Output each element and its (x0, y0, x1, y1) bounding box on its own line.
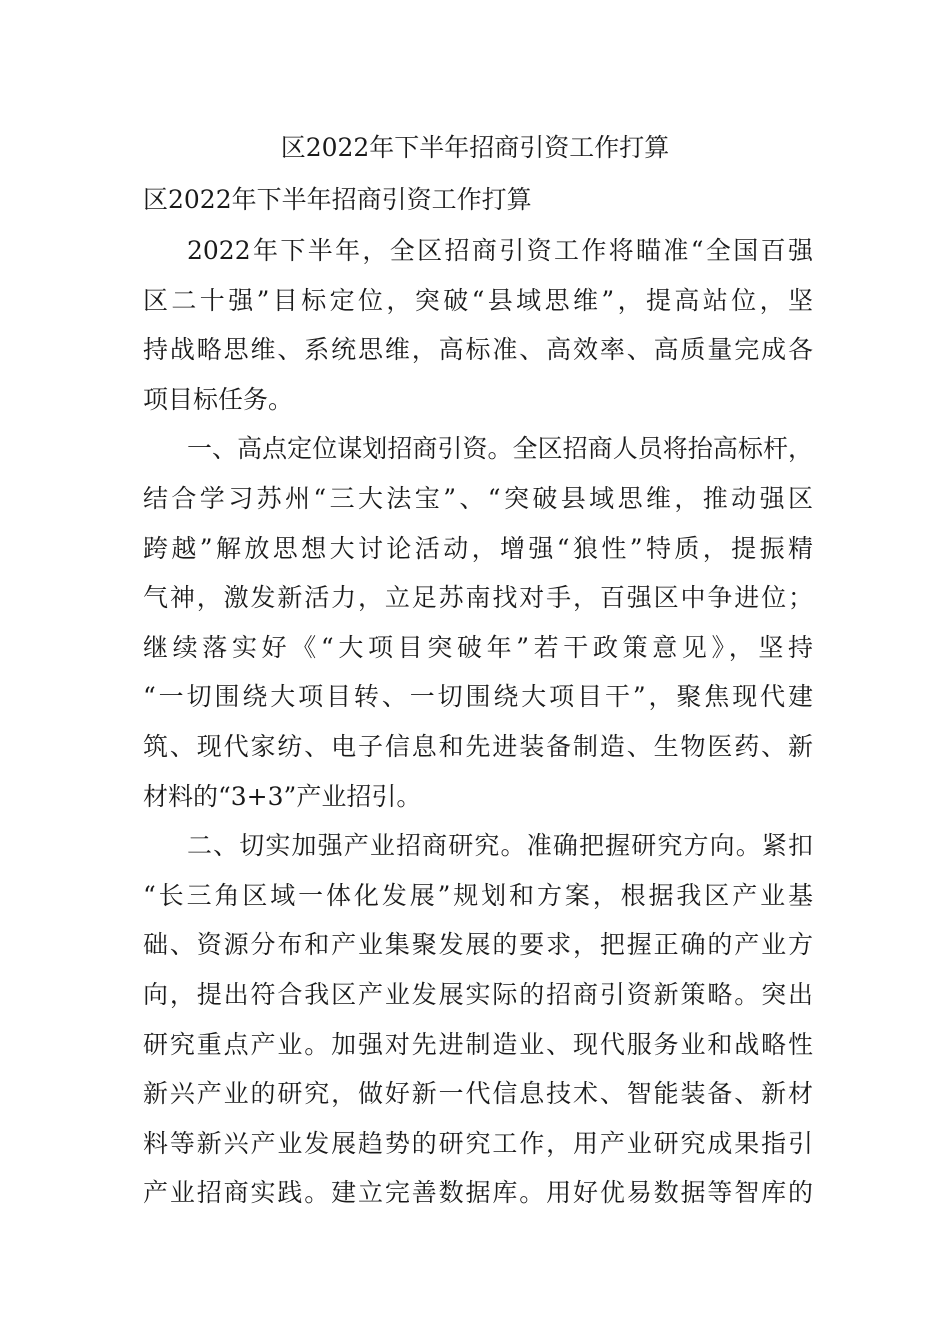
paragraph-line: 二、切实加强产业招商研究。准确把握研究方向。紧扣 (187, 831, 813, 861)
document-subtitle: 区2022年下半年招商引资工作打算 (143, 185, 532, 214)
paragraph-line: 础、资源分布和产业集聚发展的要求，把握正确的产业方 (143, 930, 813, 960)
paragraph-line: “一切围绕大项目转、一切围绕大项目干”，聚焦现代建 (143, 682, 813, 712)
paragraph-line: 筑、现代家纺、电子信息和先进装备制造、生物医药、新 (143, 731, 813, 761)
paragraph-line: 材料的“3+3”产业招引。 (143, 781, 422, 811)
paragraph-line: 研究重点产业。加强对先进制造业、现代服务业和战略性 (143, 1029, 813, 1059)
paragraph-line: 区二十强”目标定位，突破“县域思维”，提高站位，坚 (143, 285, 813, 315)
paragraph-line: 持战略思维、系统思维，高标准、高效率、高质量完成各 (143, 335, 813, 365)
paragraph-line: 新兴产业的研究，做好新一代信息技术、智能装备、新材 (143, 1079, 813, 1109)
paragraph-line: 气神，激发新活力，立足苏南找对手，百强区中争进位； (143, 583, 813, 613)
paragraph-line: “长三角区域一体化发展”规划和方案，根据我区产业基 (143, 880, 813, 910)
document-title: 区2022年下半年招商引资工作打算 (280, 133, 670, 162)
paragraph-line: 项目标任务。 (143, 384, 294, 414)
paragraph-intro (143, 226, 813, 424)
document-body (143, 226, 813, 1218)
paragraph-line: 继续落实好《“大项目突破年”若干政策意见》，坚持 (143, 632, 813, 662)
paragraph-line: 跨越”解放思想大讨论活动，增强“狼性”特质，提振精 (143, 533, 813, 563)
paragraph-line: 一、高点定位谋划招商引资。全区招商人员将抬高标杆， (187, 434, 813, 464)
paragraph-section-1 (143, 424, 813, 821)
paragraph-line: 料等新兴产业发展趋势的研究工作，用产业研究成果指引 (143, 1128, 813, 1158)
paragraph-line: 2022年下半年，全区招商引资工作将瞄准“全国百强 (187, 236, 813, 265)
paragraph-line: 产业招商实践。建立完善数据库。用好优易数据等智库的 (143, 1178, 813, 1208)
paragraph-line: 向，提出符合我区产业发展实际的招商引资新策略。突出 (143, 979, 813, 1009)
paragraph-line: 结合学习苏州“三大法宝”、“突破县域思维，推动强区 (143, 483, 813, 513)
paragraph-section-2 (143, 821, 813, 1218)
